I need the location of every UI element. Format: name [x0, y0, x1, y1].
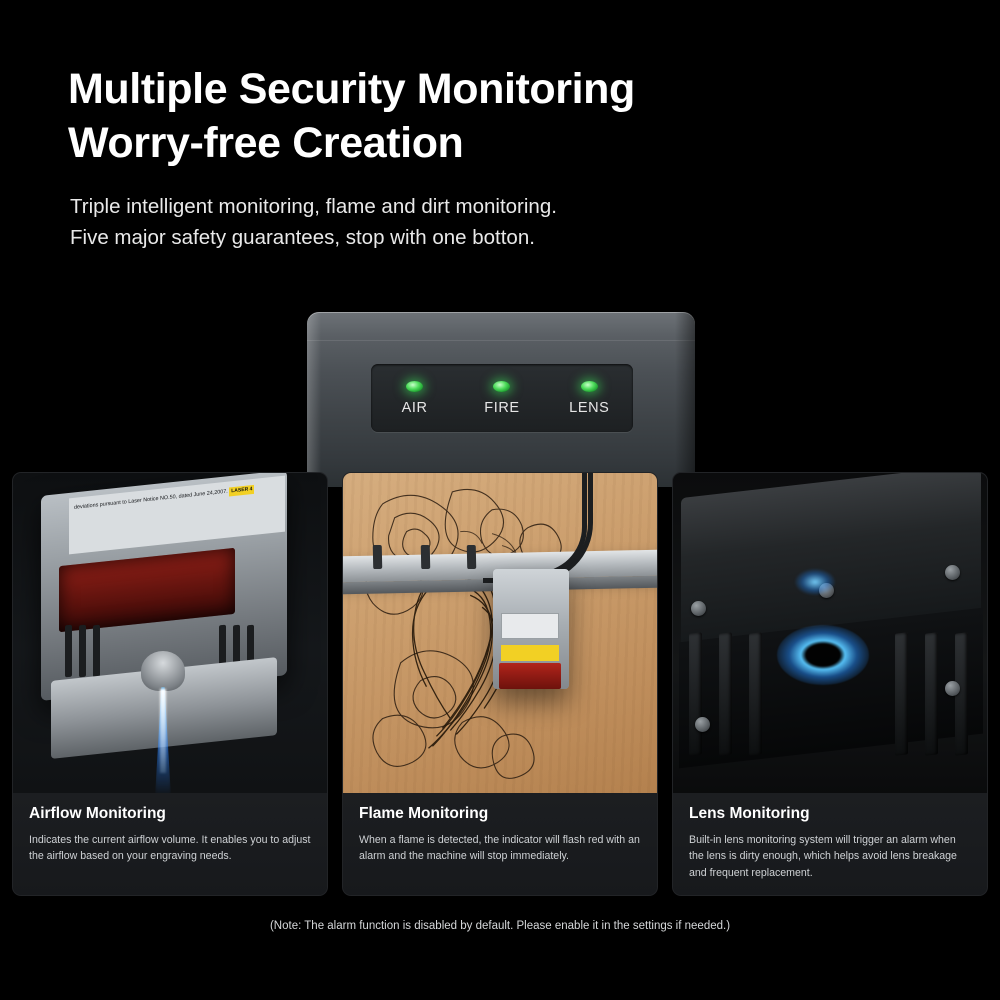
- card-photo-lens: [673, 473, 987, 795]
- feature-card-lens: [672, 472, 988, 896]
- indicator-lens-label: LENS: [569, 399, 610, 416]
- card-description: Built-in lens monitoring system will trigger an alarm when the lens is dirty enough, which helps avoid lens breakage and frequent replacement.: [689, 834, 957, 879]
- cable-clip: [467, 545, 477, 569]
- laser-class-text: LASER 4: [231, 486, 253, 495]
- engraving-photo-illustration: [343, 473, 657, 795]
- headline-line-1: Multiple Security Monitoring: [68, 65, 635, 113]
- cable-clip: [421, 545, 431, 569]
- card-description: When a flame is detected, the indicator will flash red with an alarm and the machine will stop immediately.: [359, 834, 640, 863]
- indicator-fire-label: FIRE: [484, 399, 520, 416]
- footnote: (Note: The alarm function is disabled by default. Please enable it in the settings if needed.): [269, 920, 731, 932]
- indicator-air-label: AIR: [401, 399, 428, 416]
- vent-slot: [65, 625, 72, 678]
- screw-icon: [695, 717, 710, 732]
- heatsink-fin: [689, 632, 702, 755]
- card-title: Flame Monitoring: [359, 805, 489, 822]
- laser-head-label: [501, 613, 559, 639]
- headline-line-2: Worry-free Creation: [68, 119, 464, 168]
- card-text-airflow: [13, 793, 327, 895]
- page-subtitle: [70, 192, 870, 254]
- airflow-beam-core: [160, 689, 166, 773]
- card-photo-flame: [343, 473, 657, 795]
- indicator-panel: [371, 364, 633, 432]
- heatsink-fin: [895, 632, 908, 755]
- heatsink-fin: [925, 632, 938, 755]
- led-indicator-icon: [581, 381, 598, 392]
- card-photo-airflow: [13, 473, 327, 795]
- feature-card-flame: [342, 472, 658, 896]
- lens-sensor-glow-icon: [795, 569, 835, 595]
- card-title: Lens Monitoring: [689, 805, 810, 822]
- feature-card-list: [12, 472, 988, 896]
- feature-card-airflow: [12, 472, 328, 896]
- indicator-fire: [463, 381, 541, 416]
- heatsink-fin: [749, 632, 762, 755]
- card-title: Airflow Monitoring: [29, 805, 166, 822]
- heatsink-fin: [719, 632, 732, 755]
- indicator-lens: [550, 381, 628, 416]
- screw-icon: [945, 681, 960, 696]
- vent-slot: [93, 625, 100, 678]
- card-description: Indicates the current airflow volume. It enables you to adjust the airflow based on your engraving needs.: [29, 834, 311, 863]
- screw-icon: [691, 601, 706, 616]
- screw-icon: [945, 565, 960, 580]
- cable-clip: [373, 545, 383, 569]
- heatsink-module-illustration: [673, 473, 987, 795]
- control-box-device: [307, 312, 695, 487]
- card-text-flame: [343, 793, 657, 895]
- indicator-air: [376, 381, 454, 416]
- laser-head-red-window: [499, 663, 561, 689]
- card-text-lens: [673, 793, 987, 895]
- vent-slot: [79, 625, 86, 678]
- led-indicator-icon: [493, 381, 510, 392]
- device-seam-line: [307, 340, 695, 341]
- subtitle-line-2: Five major safety guarantees, stop with one botton.: [70, 225, 535, 249]
- lens-aperture-glow-icon: [777, 625, 869, 685]
- subtitle-line-1: Triple intelligent monitoring, flame and dirt monitoring.: [70, 195, 557, 218]
- page-title: [68, 62, 828, 170]
- laser-notice-text: deviations pursuant to Laser Notice NO.50, dated June 24,2007.: [74, 488, 228, 511]
- laser-head-warning-sticker: [501, 645, 559, 661]
- led-indicator-icon: [406, 381, 423, 392]
- air-assist-nozzle: [141, 651, 185, 691]
- laser-module-illustration: [13, 473, 327, 795]
